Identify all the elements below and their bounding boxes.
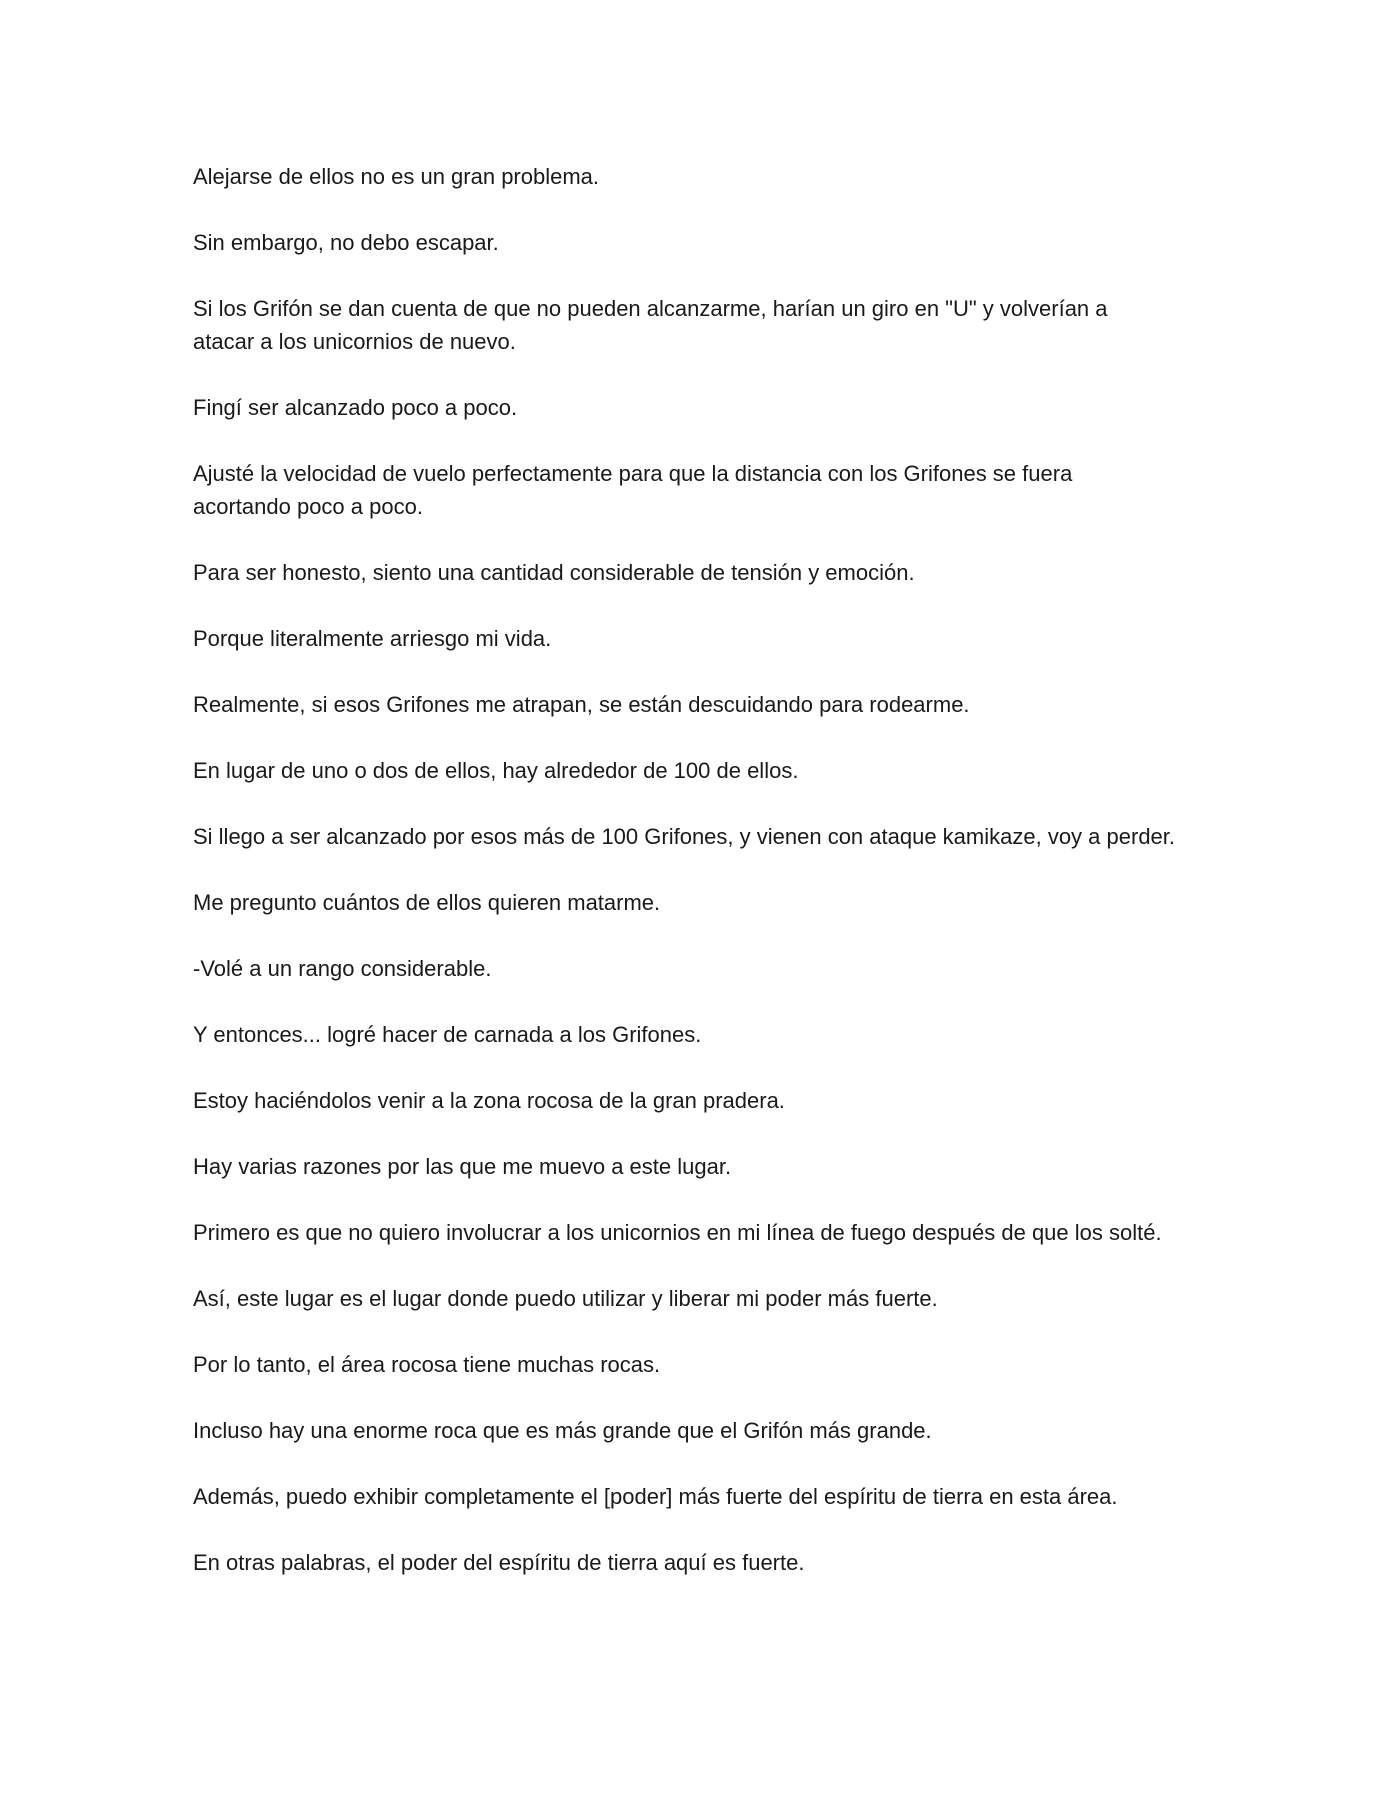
paragraph: Ajusté la velocidad de vuelo perfectamente para que la distancia con los Grifones se fuera acortando poco a poco. xyxy=(193,461,1073,519)
paragraph: Primero es que no quiero involucrar a los unicornios en mi línea de fuego después de que los solté. xyxy=(193,1220,1162,1245)
paragraph: Además, puedo exhibir completamente el [poder] más fuerte del espíritu de tierra en esta área. xyxy=(193,1484,1118,1509)
paragraph: En otras palabras, el poder del espíritu de tierra aquí es fuerte. xyxy=(193,1550,805,1575)
paragraph: Hay varias razones por las que me muevo a este lugar. xyxy=(193,1154,732,1179)
paragraph: Incluso hay una enorme roca que es más grande que el Grifón más grande. xyxy=(193,1418,932,1443)
paragraph: Alejarse de ellos no es un gran problema. xyxy=(193,164,600,189)
paragraph: -Volé a un rango considerable. xyxy=(193,956,492,981)
paragraph: Fingí ser alcanzado poco a poco. xyxy=(193,395,518,420)
paragraph: Y entonces... logré hacer de carnada a los Grifones. xyxy=(193,1022,702,1047)
paragraph: Si los Grifón se dan cuenta de que no pueden alcanzarme, harían un giro en "U" y volverían a atacar a los unicornios de nuevo. xyxy=(193,296,1108,354)
paragraph: En lugar de uno o dos de ellos, hay alrededor de 100 de ellos. xyxy=(193,758,799,783)
paragraph: Realmente, si esos Grifones me atrapan, se están descuidando para rodearme. xyxy=(193,692,970,717)
paragraph: Me pregunto cuántos de ellos quieren matarme. xyxy=(193,890,661,915)
paragraph: Porque literalmente arriesgo mi vida. xyxy=(193,626,552,651)
document-body xyxy=(193,160,1233,1612)
paragraph: Para ser honesto, siento una cantidad considerable de tensión y emoción. xyxy=(193,560,915,585)
paragraph: Sin embargo, no debo escapar. xyxy=(193,230,499,255)
paragraph: Por lo tanto, el área rocosa tiene muchas rocas. xyxy=(193,1352,661,1377)
paragraph: Así, este lugar es el lugar donde puedo utilizar y liberar mi poder más fuerte. xyxy=(193,1286,938,1311)
paragraph: Estoy haciéndolos venir a la zona rocosa de la gran pradera. xyxy=(193,1088,785,1113)
paragraph: Si llego a ser alcanzado por esos más de 100 Grifones, y vienen con ataque kamikaze, voy a perder. xyxy=(193,824,1176,849)
